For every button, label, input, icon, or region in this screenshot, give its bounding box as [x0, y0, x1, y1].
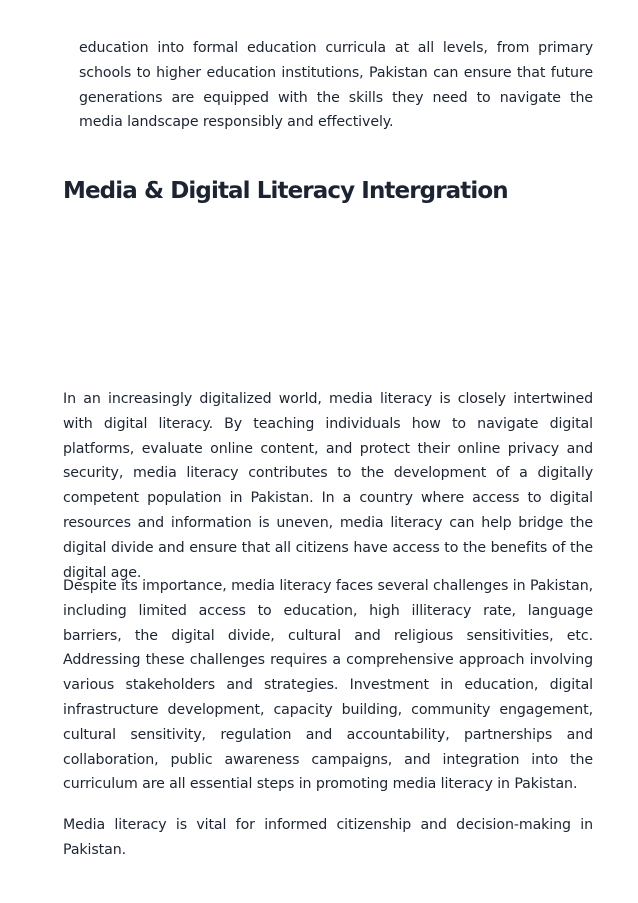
body-paragraph-digital-literacy: In an increasingly digitalized world, media literacy is closely intertwined with digital literacy. By teaching individuals how to navigate digital platforms, evaluate online content, and protect their online privacy and security, media literacy contributes to the development of a digitally competent population in Pakistan. In a country where access to digital resources and information is uneven, media literacy can help bridge the digital divide and ensure that all citizens have access to the benefits of the digital age.	[63, 391, 593, 581]
body-paragraph-conclusion: Media literacy is vital for informed citizenship and decision-making in Pakistan.	[63, 817, 593, 858]
intro-paragraph: education into formal education curricula at all levels, from primary schools to higher education institutions, Pakistan can ensure that future generations are equipped with the skills they need to navigate the media landscape responsibly and effectively.	[79, 40, 593, 131]
section-heading: Media & Digital Literacy Intergration	[63, 178, 508, 204]
body-paragraph-challenges: Despite its importance, media literacy faces several challenges in Pakistan, including limited access to education, high illiteracy rate, language barriers, the digital divide, cultural and religious sensitivities, etc. Addressing these challenges requires a comprehensive approach involving various stakeholders and strategies. Investment in education, digital infrastructure development, capacity building, community engagement, cultural sensitivity, regulation and accountability, partnerships and collaboration, public awareness campaigns, and integration into the curriculum are all essential steps in promoting media literacy in Pakistan.	[63, 578, 593, 793]
